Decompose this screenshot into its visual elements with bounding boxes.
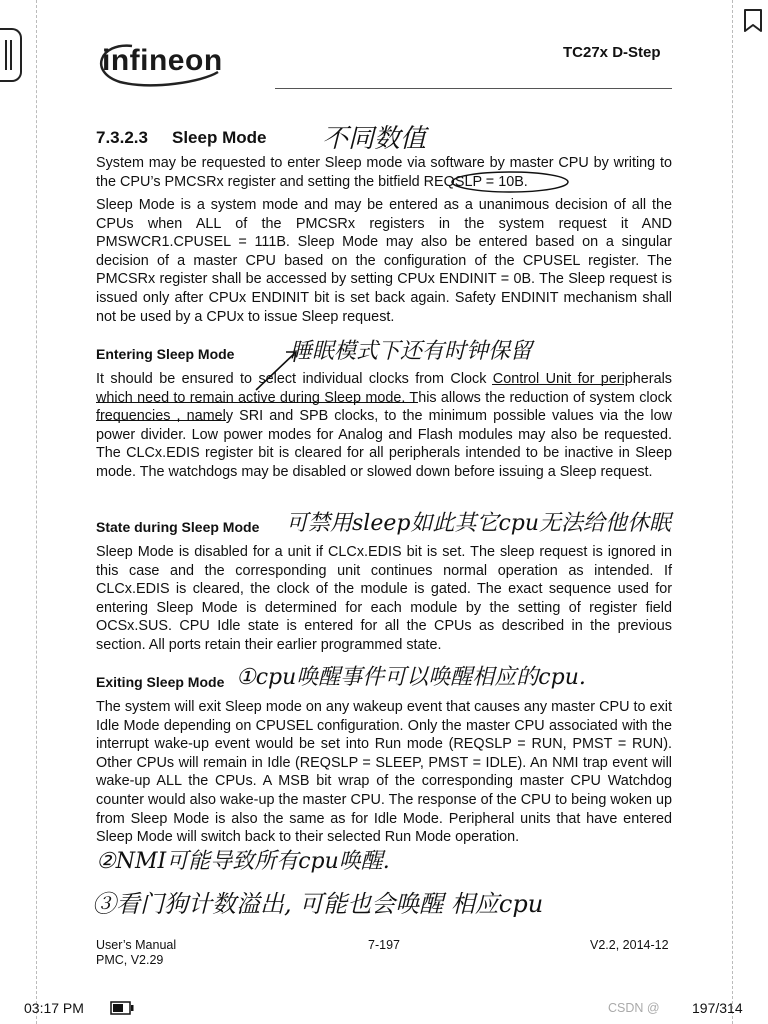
paragraph-entering-sleep: It should be ensured to select individual clocks from Clock Control Unit for peripherals which need to remain active during Sleep mode. This allows the reduction of system clock frequencies , namely SRI and SPB clocks, to the minimum possible values via the low power divider. Low power modes for Analog and Flash modules may also be requested. The CLCx.EDIS register bit is cleared for all peripherals intended to be inactive in Sleep mode. The watchdogs may be disabled or slowed down before issuing a Sleep request. xyxy=(96,371,672,480)
side-panel-handle[interactable] xyxy=(0,28,22,82)
exiting-sleep-mode-heading: Exiting Sleep Mode xyxy=(96,674,225,690)
handwritten-note-different-values: 不同数值 xyxy=(322,124,427,154)
csdn-watermark: CSDN @ xyxy=(608,1001,660,1015)
handwritten-note-disable-sleep: 可禁用sleep如此其它cpu无法给他休眠 xyxy=(286,511,672,536)
paragraph-exiting-sleep: The system will exit Sleep mode on any wakeup event that causes any master CPU to exit Idle Mode depending on CPUSEL configuration. Only the master CPU associated with the interrupt wake-up event would be set into Run mode (REQSLP = RUN, PMST = RUN). Other CPUs will remain in Idle (REQSLP = SLEEP, PMST = IDLE). An NMI trap event will wake-up ALL the CPUs. A MSB bit wrap of the corresponding master CPU Watchdog counter would also wake-up the master CPU. The response of the CPU to being woken up from Sleep Mode is also the same as for Idle Mode. Peripheral units that have entered Sleep Mode will switch back to their selected Run Mode operation. xyxy=(96,699,672,846)
header-rule xyxy=(275,88,672,89)
section-number: 7.3.2.3 xyxy=(96,128,148,147)
left-margin-guide xyxy=(36,0,37,1024)
handwritten-note-nmi: ②NMI可能导致所有cpu唤醒. xyxy=(96,849,390,874)
state-sleep-mode-heading: State during Sleep Mode xyxy=(96,519,260,535)
handwritten-note-clock-retained: 睡眠模式下还有时钟保留 xyxy=(290,339,533,364)
footer-doc-version: V2.2, 2014-12 xyxy=(590,938,669,952)
logo-wordmark: infineon xyxy=(102,44,223,77)
section-title: Sleep Mode xyxy=(172,128,267,147)
document-title: TC27x D-Step xyxy=(563,44,661,61)
footer-page-number: 7-197 xyxy=(368,938,400,952)
page-counter[interactable]: 197/314 xyxy=(692,1000,743,1016)
paragraph-sleep-request: System may be requested to enter Sleep mode via software by master CPU by writing to the CPU’s PMCSRx register and setting the bitfield REQSLP = 10B. xyxy=(96,155,672,190)
handwritten-note-watchdog: ③看门狗计数溢出, 可能也会唤醒 相应cpu xyxy=(92,890,544,918)
battery-icon xyxy=(110,1001,134,1020)
handwritten-circle xyxy=(450,170,570,199)
right-margin-guide xyxy=(732,0,733,1024)
handwritten-underline xyxy=(96,420,226,421)
handwritten-underline xyxy=(96,402,418,403)
footer-pmc-version: PMC, V2.29 xyxy=(96,953,164,967)
handwritten-underline xyxy=(492,384,624,385)
paragraph-sleep-system-mode: Sleep Mode is a system mode and may be entered as a unanimous decision of all the CPUs when ALL of the PMCSRx registers in the system request it AND PMSWCR1.CPUSEL = 111B. Sleep Mode may also be entered based on a singular decision of a master CPU based on the configuration of the CPUSEL register. The PMCSRx register shall be accessed by setting CPUx ENDINIT = 0B. The Sleep request is issued only after CPUx ENDINIT bit is set back again. Safety ENDINIT mechanism shall not be used by a CPUx to issue Sleep request. xyxy=(96,197,672,325)
handwritten-note-wakeup-event: ①cpu唤醒事件可以唤醒相应的cpu. xyxy=(236,665,586,690)
bookmark-icon[interactable] xyxy=(742,8,764,39)
infineon-logo xyxy=(92,36,222,92)
paragraph-state-sleep: Sleep Mode is disabled for a unit if CLCx.EDIS bit is set. The sleep request is ignored in this case and the corresponding unit continues normal operation as intended. If CLCx.EDIS is cleared, the clock of the module is gated. The exact sequence used for entering Sleep Mode is determined for each module by the setting of register field OCSx.SUS. CPU Idle state is entered for all the CPUs as described in the previous section. All ports retain their earlier programmed state. xyxy=(96,544,672,653)
entering-sleep-mode-heading: Entering Sleep Mode xyxy=(96,346,235,362)
status-time: 03:17 PM xyxy=(24,1000,84,1016)
footer-manual: User’s Manual xyxy=(96,938,177,952)
